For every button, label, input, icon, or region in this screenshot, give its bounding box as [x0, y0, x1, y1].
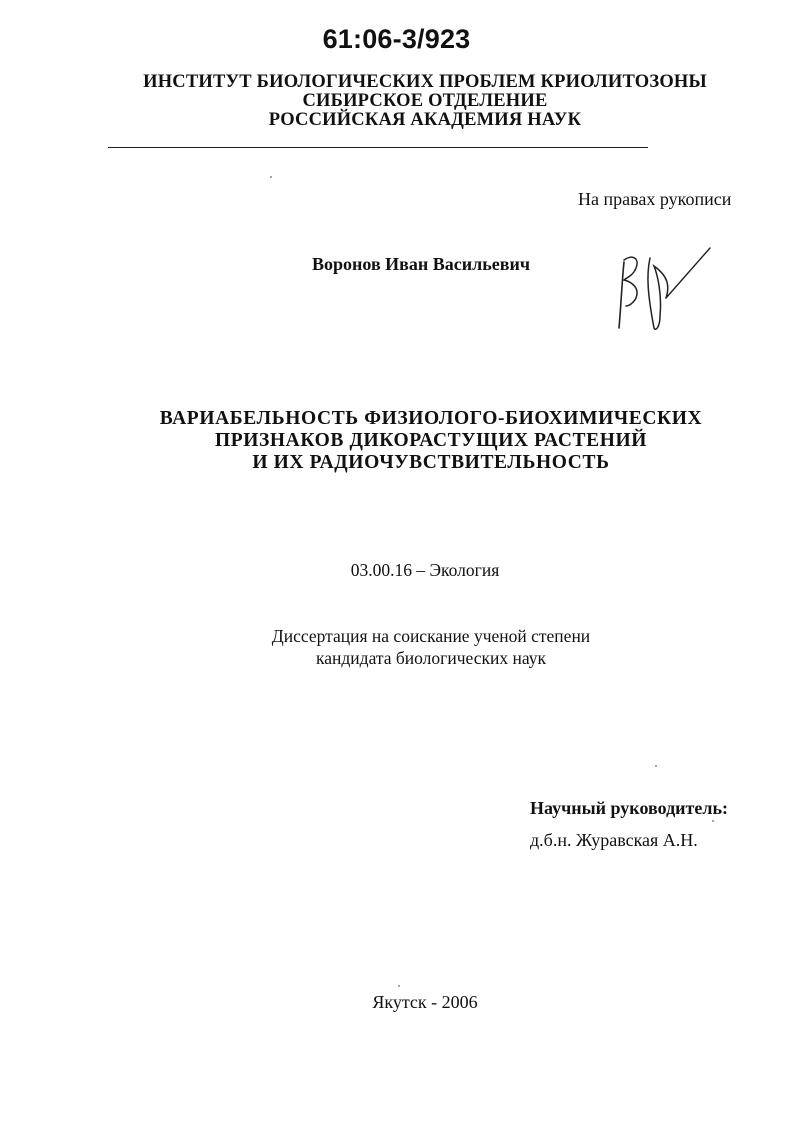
archive-code: 61:06-3/923	[322, 24, 471, 54]
city-year: Якутск - 2006	[372, 992, 478, 1012]
degree-line-1: Диссертация на соискание ученой степени	[271, 626, 591, 646]
author-signature	[610, 236, 720, 336]
academy-name: РОССИЙСКАЯ АКАДЕМИЯ НАУК	[268, 110, 582, 130]
thesis-title-line-3: И ИХ РАДИОЧУВСТВИТЕЛЬНОСТЬ	[252, 452, 610, 473]
thesis-title-line-1: ВАРИАБЕЛЬНОСТЬ ФИЗИОЛОГО-БИОХИМИЧЕСКИХ	[159, 408, 703, 429]
scan-speck	[655, 765, 657, 767]
scan-speck	[712, 820, 714, 822]
header-divider	[108, 147, 648, 148]
scan-speck	[270, 176, 272, 178]
supervisor-label: Научный руководитель:	[530, 798, 728, 818]
scan-speck	[398, 985, 400, 987]
branch-name: СИБИРСКОЕ ОТДЕЛЕНИЕ	[302, 91, 548, 111]
institute-name: ИНСТИТУТ БИОЛОГИЧЕСКИХ ПРОБЛЕМ КРИОЛИТОЗОНЫ	[143, 72, 707, 92]
degree-line-2: кандидата биологических наук	[316, 648, 546, 668]
supervisor-name: д.б.н. Журавская А.Н.	[530, 830, 698, 850]
specialty-code: 03.00.16 – Экология	[350, 560, 500, 580]
thesis-title-line-2: ПРИЗНАКОВ ДИКОРАСТУЩИХ РАСТЕНИЙ	[214, 430, 648, 451]
author-name: Воронов Иван Васильевич	[312, 254, 530, 274]
manuscript-note: На правах рукописи	[578, 189, 732, 209]
